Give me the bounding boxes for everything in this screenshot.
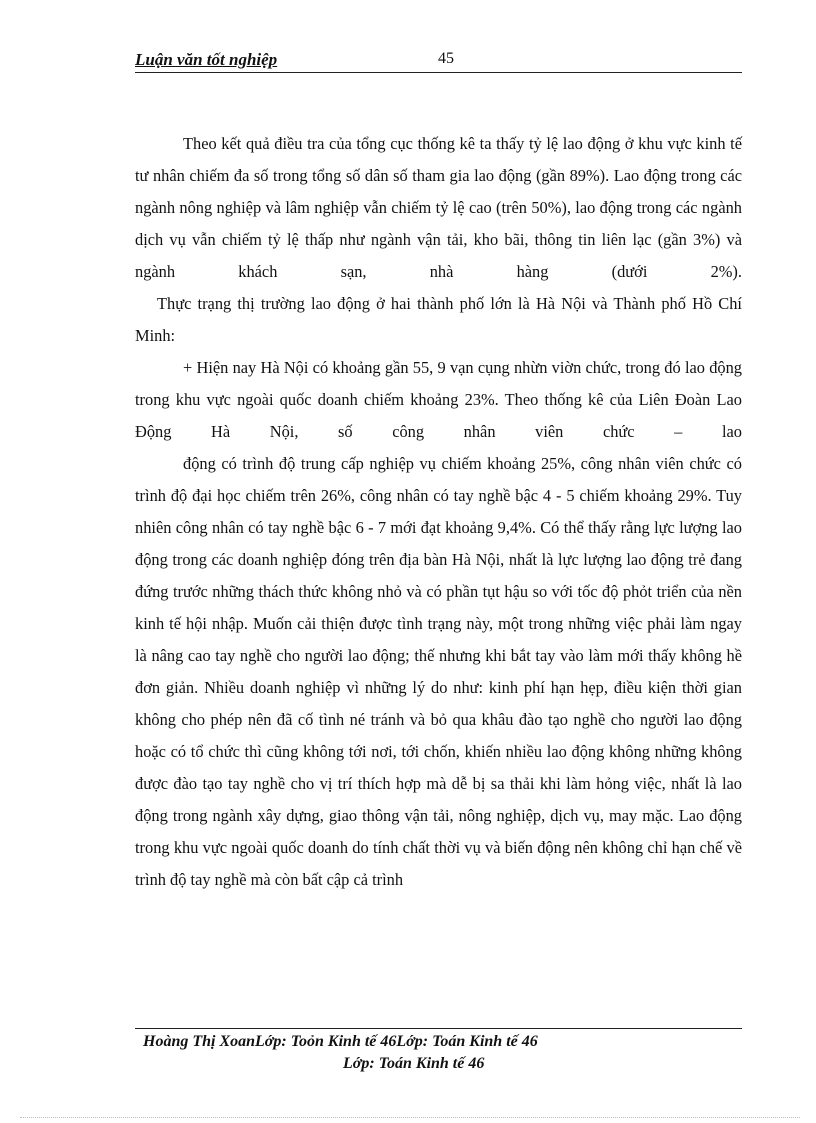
- page-footer: [135, 1028, 742, 1072]
- paragraph: Thực trạng thị trường lao động ở hai thành phố lớn là Hà Nội và Thành phố Hồ Chí Minh:: [135, 294, 742, 345]
- paragraph: Theo kết quả điều tra của tổng cục thống kê ta thấy tỷ lệ lao động ở khu vực kinh tế tư nhân chiếm đa số trong tổng số dân số tham gia lao động (gần 89%). Lao động trong các ngành nông nghiệp và lâm nghiệp vẫn chiếm tỷ lệ cao (trên 50%), lao động trong các ngành dịch vụ vẫn chiếm tỷ lệ thấp như ngành vận tải, kho bãi, thông tin liên lạc (gần 3%) và ngành khách sạn, nhà hàng (dưới 2%).: [135, 134, 742, 281]
- paragraph: động có trình độ trung cấp nghiệp vụ chiếm khoảng 25%, công nhân viên chức có trình độ đại học chiếm trên 26%, công nhân có tay nghề bậc 4 - 5 chiếm khoảng 29%. Tuy nhiên công nhân có tay nghề bậc 6 - 7 mới đạt khoảng 9,4%. Có thể thấy rằng lực lượng lao động trong các doanh nghiệp đóng trên địa bàn Hà Nội, nhất là lực lượng lao động trẻ đang đứng trước những thách thức không nhỏ và có phần tụt hậu so với tốc độ phỏt triển của nền kinh tế hội nhập. Muốn cải thiện được tình trạng này, một trong những việc phải làm ngay là nâng cao tay nghề cho người lao động; thế nhưng khi bắt tay vào làm mới thấy không hề đơn giản. Nhiều doanh nghiệp vì những lý do như: kinh phí hạn hẹp, điều kiện thời gian không cho phép nên đã cố tình né tránh và bỏ qua khâu đào tạo nghề cho người lao động hoặc có tổ chức thì cũng không tới nơi, tới chốn, khiến nhiều lao động không những không được đào tạo tay nghề cho vị trí thích hợp mà dễ bị sa thải khi làm hỏng việc, nhất là lao động trong ngành xây dựng, giao thông vận tải, nông nghiệp, dịch vụ, may mặc. Lao động trong khu vực ngoài quốc doanh do tính chất thời vụ và biến động nên không chỉ hạn chế về trình độ tay nghề mà còn bất cập cả trình: [135, 454, 742, 889]
- body-text: [135, 128, 742, 896]
- page-header: [135, 48, 742, 73]
- paragraph: + Hiện nay Hà Nội có khoảng gần 55, 9 vạn cụng nhừn viờn chức, trong đó lao động trong khu vực ngoài quốc doanh chiếm khoảng 23%. Theo thống kê của Liên Đoàn Lao Động Hà Nội, số công nhân viên chức – lao: [135, 358, 742, 441]
- footer-class: Lớp: Toán Kinh tế 46: [343, 1055, 485, 1072]
- document-title: Luận văn tốt nghiệp: [135, 50, 278, 69]
- page-bottom-divider: [20, 1117, 800, 1118]
- footer-author-class: Hoàng Thị XoanLớp: Toỏn Kinh tế 46Lớp: Toán Kinh tế 46: [143, 1033, 538, 1050]
- page-number: 45: [438, 50, 454, 67]
